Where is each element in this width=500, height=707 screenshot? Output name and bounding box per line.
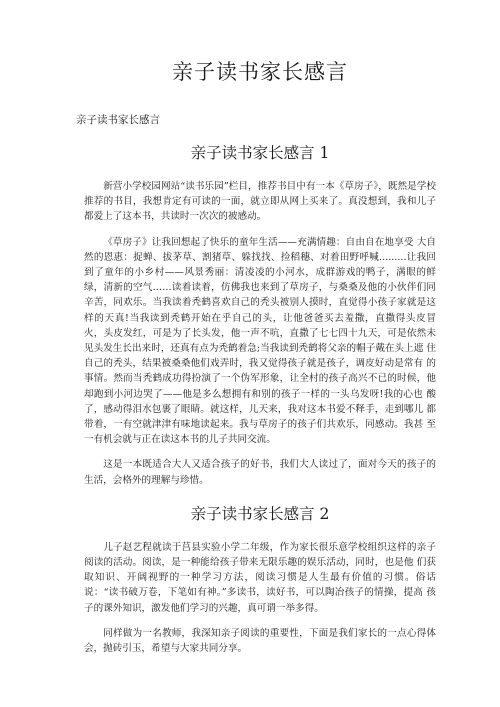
document-subtitle: 亲子读书家长感言 [76, 114, 160, 126]
paragraph: 《草房子》让我回想起了快乐的童年生活——充满情趣：自由自在地享受 大自然的恩惠：捉蝉、拔茅草、割猪草、躲找找、捡稻穗、对着田野呼喊.........让我回到了童年的小乡村——风景秀丽：清凌凌的小河水，成群游戏的鸭子，满眼的鲜绿，清新的空气……读着读着，仿佛我也来到了草房子，与桑桑及他的小伙伴们同辛苦，同欢乐。当我读着秃鹤喜欢自己的秃头被别人摸时，直觉得小孩子家就是这 样的天真!当我读到秃鹤开始在乎自己的头，让他爸爸买去羞撒，直撒得头皮冒 火，头皮发红，可是为了长头发，他一声不吭，直撒了七七四十九天，可是依然未 见头发生长出来时，还真有点为秃鹤着急;当我读到秃鹤将父亲的帽子戴在头上遮 住自己的秃头，结果被桑桑他们戏弄时，我又觉得孩子就是孩子，调皮好动是常有 的事情。然而当秃鹤成功得扮演了一个伪军形象，让全村的孩子高兴不已的时候，他却跑到小河边哭了——他是多么想拥有和别的孩子一样的一头乌发呀!我的心也 酸了，感动得泪水包裹了眼睛。就这样，儿天来，我对这本书爱不释手，走到哪儿 都带着，一有空就津津有味地读起来。我与草房子的孩子们共欢乐，同感动。我甚 至一有机会就与正在读这本书的儿子共同交流。 [84, 236, 436, 446]
paragraph: 这是一本既适合大人又适合孩子的好书，我们大人读过了，面对今天的孩子的生活，会格外的理解与珍惜。 [84, 459, 436, 486]
section-heading: 亲子读书家长感言 2 [190, 504, 330, 523]
paragraph: 同样做为一名教师，我深知亲子阅读的重要性，下面是我们家长的一点心得体会，抛砖引玉，希望与大家共同分享。 [84, 627, 436, 655]
section-1 [84, 141, 436, 488]
section-heading: 亲子读书家长感言 1 [190, 144, 330, 162]
document-title: 亲子读书家长感言 [172, 60, 348, 84]
paragraph: 儿子赵艺程就读于莒县实验小学二年级，作为家长很乐意学校组织这样的亲子阅读的活动。阅读，是一种能给孩子带来无限乐趣的娱乐活动，同时，也是他 们获取知识、开阔视野的一种学习方法，阅读习惯是人生最有价值的习惯。俗话 说：“读书破万卷，下笔如有神。”多读书，读好书，可以陶冶孩子的情操，提高 孩子的课外知识，激发他们学习的兴趣，真可谓一举多得。 [84, 541, 436, 614]
paragraph: 新营小学校园网站“读书乐园”栏目，推荐书目中有一本《草房子》，既然是学校推荐的书目，我想肯定有可读的一面，就立即从网上买来了。真没想到，我和儿子都爱上了这本书，共读时一次次的被感动。 [84, 181, 436, 223]
section-2 [84, 502, 436, 656]
